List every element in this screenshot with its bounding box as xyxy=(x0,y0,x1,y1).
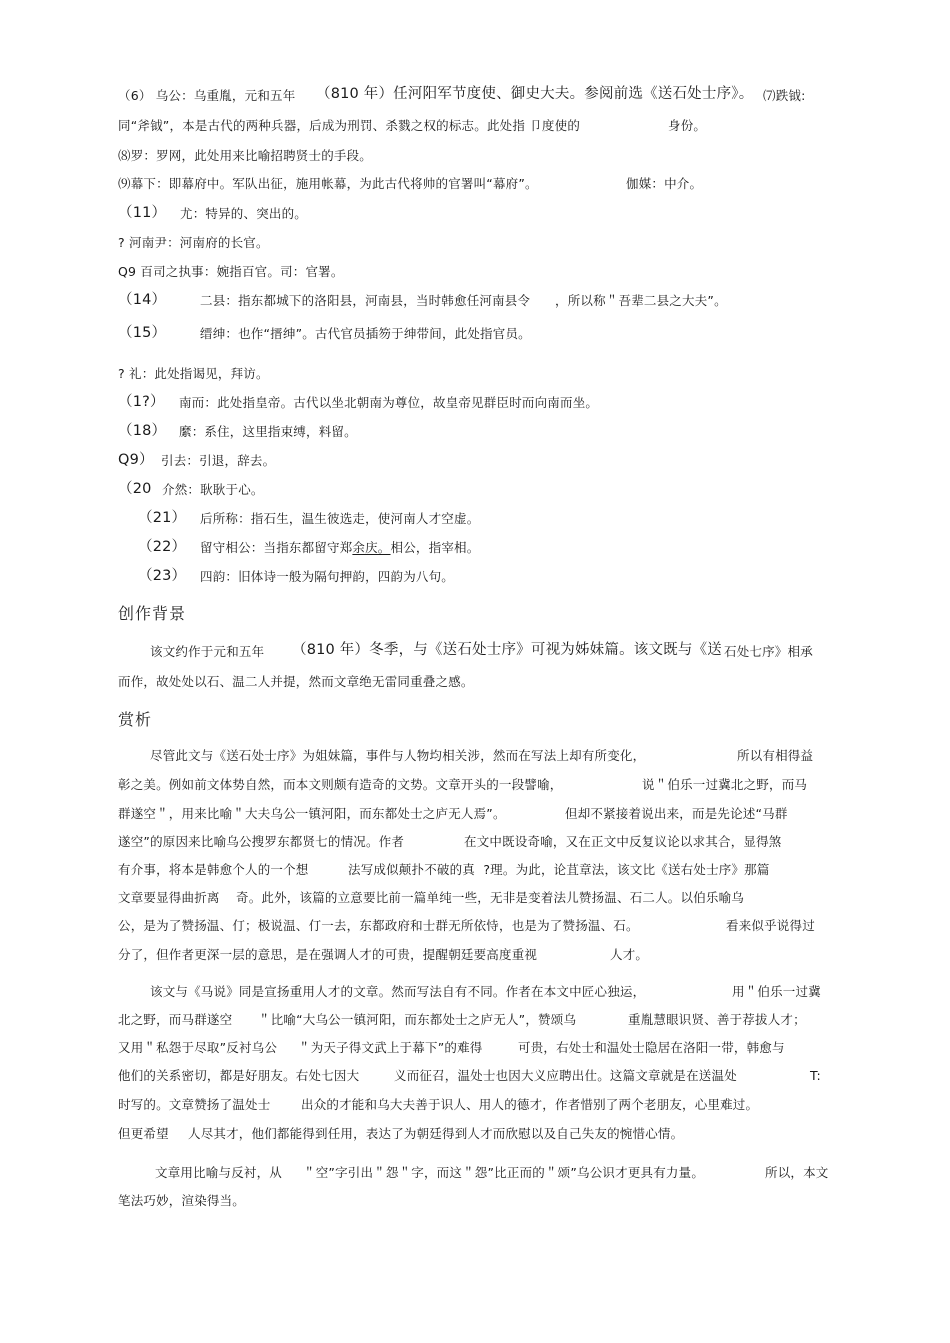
analysis-p2-l1-b: 用＂伯乐一过冀 xyxy=(732,984,821,999)
analysis-p2-l2-b: ＂比喻“大乌公一镇河阳，而东都处士之庐无人”，赞颂乌 xyxy=(258,1012,577,1027)
background-line-1 xyxy=(150,642,813,660)
note-7-line xyxy=(118,118,707,134)
note-21-number: （21） xyxy=(138,510,187,526)
analysis-p2-line-2 xyxy=(118,1012,806,1028)
analysis-p1-line-4 xyxy=(118,834,782,850)
analysis-p1-l2-b: 说＂伯乐一过冀北之野，而马 xyxy=(642,777,808,792)
analysis-p1-l8-a: 分了，但作者更深一层的意思，是在强调人才的可贵，提醒朝廷要高度重视 xyxy=(118,947,538,962)
analysis-p1-line-3 xyxy=(118,806,788,822)
background-l1-b: （810 年）冬季，与《送石处士序》可视为姊妹篇。该文既与《送 xyxy=(292,642,722,658)
analysis-p1-l3-a: 群遂空＂，用来比喻＂大夫乌公一镇河阳，而东都处士之庐无人焉”。 xyxy=(118,806,506,821)
analysis-p1-l5-b: 法写成似颠扑不破的真 ?理。为此，论苴章法，该文比《送右处士序》那篇 xyxy=(348,862,770,877)
note-6-line xyxy=(118,86,806,104)
analysis-p2-line-6 xyxy=(118,1126,684,1142)
analysis-p2-l4-c: T: xyxy=(810,1068,821,1083)
note-14-number: （14） xyxy=(118,292,167,308)
note-17-text: 南而：此处指皇帝。古代以坐北朝南为尊位，故皇帝见群臣时而向南而坐。 xyxy=(179,395,599,410)
analysis-p1-l5-a: 有介事，将本是韩愈个人的一个想 xyxy=(118,862,309,877)
note-7-part-c: 身份。 xyxy=(668,118,707,133)
background-line-2: 而作，故处处以石、温二人并提，然而文章绝无雷同重叠之感。 xyxy=(118,674,474,689)
analysis-p1-l1-b: 所以有相得益 xyxy=(737,748,814,763)
note-8: ⑻罗：罗网，此处用来比喻招聘贤士的手段。 xyxy=(118,148,373,163)
note-13: Q9 百司之执事：婉指百官。司：官署。 xyxy=(118,264,344,279)
note-14 xyxy=(118,292,727,308)
analysis-p2-l4-b: 义而征召，温处士也因大义应聘出仕。这篇文章就是在送温处 xyxy=(394,1068,737,1083)
note-22-text xyxy=(200,540,479,556)
analysis-p3-l1-a: 文章用比喻与反衬，从 xyxy=(155,1165,283,1180)
analysis-p2-l2-a: 北之野，而马群遂空 xyxy=(118,1012,233,1027)
note-23-number: （23） xyxy=(138,568,187,584)
note-21 xyxy=(138,510,480,526)
note-16: ? 礼：此处指谒见，拜访。 xyxy=(118,366,269,381)
analysis-heading: 赏析 xyxy=(118,710,153,729)
analysis-p2-line-4 xyxy=(118,1068,821,1084)
note-19 xyxy=(118,452,276,468)
analysis-p2-line-5 xyxy=(118,1097,759,1113)
note-15-text: 缙绅：也作“搢绅”。古代官员插笏于绅带间，此处指官员。 xyxy=(200,326,531,341)
note-12: ? 河南尹：河南府的长官。 xyxy=(118,235,269,250)
analysis-p1-line-8 xyxy=(118,947,649,963)
note-9-part-a: ⑼幕下：即幕府中。军队出征，施用帐幕，为此古代将帅的官署叫“幕府”。 xyxy=(118,176,538,191)
analysis-p1-line-1 xyxy=(150,748,814,764)
note-22-number: （22） xyxy=(138,539,187,555)
analysis-p3-l1-b: ＂空”字引出＂怨＂字，而这＂怨”比正而的＂颂”乌公识才更具有力量。 xyxy=(303,1165,705,1180)
note-22 xyxy=(138,539,480,555)
note-20-number: （20 xyxy=(118,481,152,497)
note-11-text: 尤：特异的、突出的。 xyxy=(180,206,308,221)
note-21-text: 后所称：指石生，温生彼选走，使河南人才空虚。 xyxy=(200,511,480,526)
note-18-number: （18） xyxy=(118,423,167,439)
analysis-p1-l8-b: 人才。 xyxy=(610,947,649,962)
note-20 xyxy=(118,481,264,497)
analysis-p2-l2-c: 重胤慧眼识贤、善于荐拔人才； xyxy=(628,1012,806,1027)
background-l1-c: 石处七序》相承 xyxy=(724,644,813,659)
analysis-p2-l5-b: 出众的才能和乌大夫善于识人、用人的德才，作者惜别了两个老朋友，心里难过。 xyxy=(301,1097,759,1112)
analysis-p1-l1-a: 尽管此文与《送石处士序》为姐妹篇，事件与人物均相关涉，然而在写法上却有所变化， xyxy=(150,748,646,763)
analysis-p2-l4-a: 他们的关系密切，都是好朋友。右处七因大 xyxy=(118,1068,360,1083)
note-6-part-a: （6） 乌公：乌重胤，元和五年 xyxy=(118,88,296,103)
analysis-p2-l1-a: 该文与《马说》同是宣扬重用人才的文章。然而写法自有不同。作者在本文中匠心独运， xyxy=(150,984,646,999)
note-19-number: Q9） xyxy=(118,452,154,468)
note-19-text: 引去：引退，辞去。 xyxy=(161,453,276,468)
analysis-p2-line-1 xyxy=(150,984,821,1000)
note-22-text-pre: 留守相公：当指东都留守郑 xyxy=(200,540,353,555)
analysis-p3-line-2: 笔法巧妙，渲染得当。 xyxy=(118,1193,246,1208)
note-14-text: 二县：指东都城下的洛阳县，河南县，当时韩愈任河南县令 xyxy=(200,293,531,308)
note-17-number: （1?） xyxy=(118,394,165,410)
note-10: 伽媒：中介。 xyxy=(626,176,703,191)
analysis-p2-l6-b: 人尽其才，他们都能得到任用，表达了为朝廷得到人才而欣慰以及自己失友的惋惜心情。 xyxy=(188,1126,684,1141)
note-18-text: 縻：系住，这里指束缚，料留。 xyxy=(179,424,357,439)
analysis-p2-l3-a: 又用＂私怨于尽取”反衬乌公 xyxy=(118,1040,278,1055)
note-17 xyxy=(118,394,599,410)
note-22-underlined: 余庆。 xyxy=(352,540,391,555)
note-14-text-b: ，所以称＂吾辈二县之大夫”。 xyxy=(555,293,727,308)
note-9-line xyxy=(118,176,703,192)
analysis-p1-l6-a: 文章要显得曲折离 xyxy=(118,890,220,905)
note-11-number: （11） xyxy=(118,205,167,221)
analysis-p3-line-1 xyxy=(155,1165,829,1181)
analysis-p2-l3-b: ＂为天子得文武上于幕下”的难得 xyxy=(298,1040,483,1055)
note-23 xyxy=(138,568,455,584)
analysis-p1-line-7 xyxy=(118,918,815,934)
analysis-p1-line-2 xyxy=(118,777,808,793)
analysis-p2-l5-a: 时写的。文章赞扬了温处士 xyxy=(118,1097,271,1112)
note-15-number: （15） xyxy=(118,325,167,341)
note-18 xyxy=(118,423,357,439)
analysis-p1-l7-a: 公，是为了赞扬温、仃；极说温、仃一去，东都政府和士群无所依恃，也是为了赞扬温、石。 xyxy=(118,918,639,933)
note-15 xyxy=(118,325,531,341)
analysis-p2-l6-a: 但更希望 xyxy=(118,1126,169,1141)
analysis-p1-l2-a: 彰之美。例如前文体势自然，而本文则颇有造奇的文势。文章开头的一段譬喻， xyxy=(118,777,563,792)
analysis-p2-l3-c: 可贵，右处士和温处士隐居在洛阳一带，韩愈与 xyxy=(518,1040,785,1055)
note-7-part-b: 同“斧钺”，本是古代的两种兵器，后成为刑罚、杀戮之权的标志。此处指 卩度使的 xyxy=(118,118,581,133)
analysis-p1-l4-b: 在文中既设奇喻，又在正文中反复议论以求其合，显得煞 xyxy=(464,834,782,849)
analysis-p3-l1-c: 所以，本文 xyxy=(765,1165,829,1180)
note-20-text: 介然：耿耿于心。 xyxy=(162,482,264,497)
analysis-p1-l4-a: 遂空”的原因来比喻乌公搜罗东都贤七的情况。作者 xyxy=(118,834,405,849)
analysis-p1-l6-b: 奇。此外，该篇的立意要比前一篇单纯一些，无非是变着法儿赞扬温、石二人。以伯乐喻乌 xyxy=(236,890,745,905)
analysis-p1-l3-b: 但却不紧接着说出来，而是先论述“马群 xyxy=(565,806,788,821)
note-6-part-b: （810 年）任河阳军节度使、御史大夫。参阅前选《送石处士序》。 xyxy=(316,86,754,102)
note-7-part-a: ⑺跌钺: xyxy=(763,88,806,103)
background-heading: 创作背景 xyxy=(118,604,187,623)
note-22-text-post: 相公，指宰相。 xyxy=(390,540,480,555)
analysis-p1-l7-b: 看来似乎说得过 xyxy=(726,918,815,933)
analysis-p1-line-5 xyxy=(118,862,770,878)
background-l1-a: 该文约作于元和五年 xyxy=(150,644,265,659)
note-11 xyxy=(118,205,308,221)
analysis-p1-line-6 xyxy=(118,890,745,906)
analysis-p2-line-3 xyxy=(118,1040,785,1056)
note-23-text: 四韵：旧体诗一般为隔句押韵，四韵为八句。 xyxy=(200,569,455,584)
